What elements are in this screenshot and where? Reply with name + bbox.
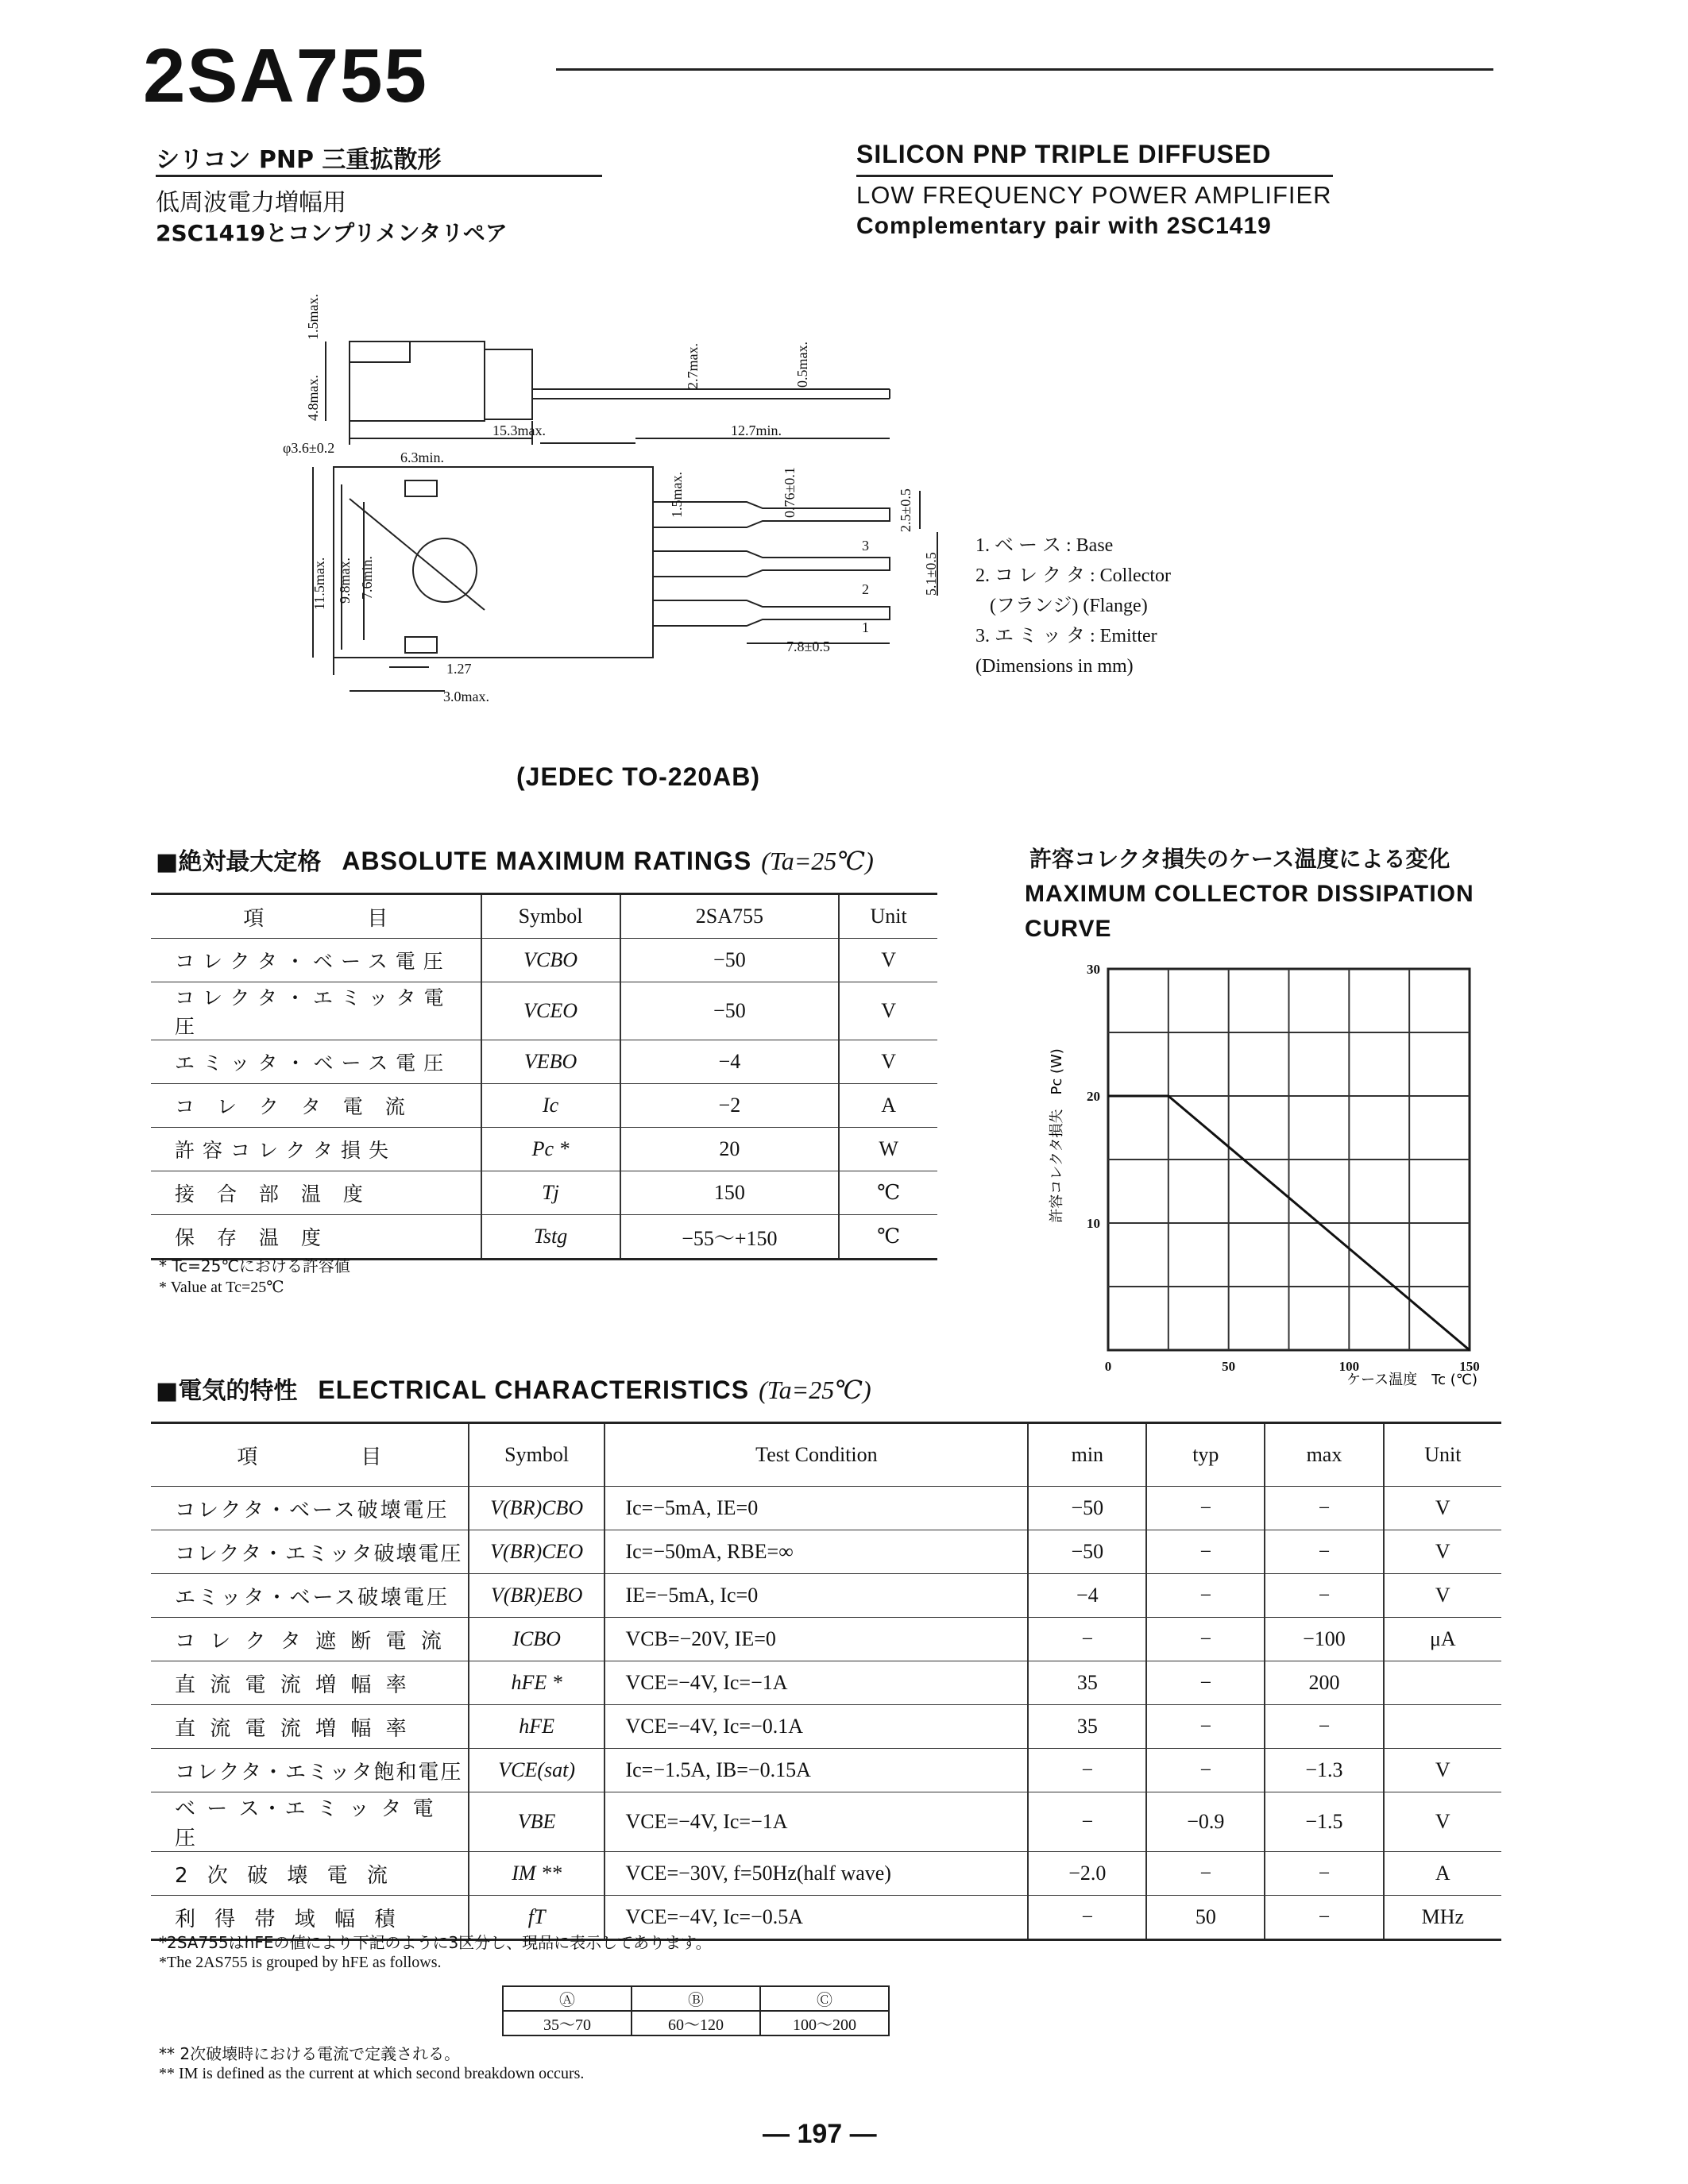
- jp-type: シリコン PNP 三重拡散形: [156, 146, 442, 174]
- page-number: — 197 —: [763, 2119, 877, 2149]
- symbol-cell: VCEO: [481, 982, 620, 1040]
- abs-max-table: [151, 893, 937, 1260]
- title-rule: [556, 68, 1493, 71]
- dim-14: 7.6min.: [359, 555, 375, 600]
- pin-3-legend: 3. エ ミ ッ タ : Emitter: [975, 626, 1157, 646]
- elec-header-item: 項 目: [151, 1423, 469, 1487]
- value-cell: −2: [620, 1084, 840, 1128]
- typ-cell: −: [1146, 1618, 1265, 1661]
- min-cell: −50: [1028, 1487, 1146, 1530]
- typ-cell: −: [1146, 1661, 1265, 1705]
- chart-title-en: MAXIMUM COLLECTOR DISSIPATION CURVE: [1025, 881, 1474, 942]
- typ-cell: −: [1146, 1574, 1265, 1618]
- hfe-group-table: [502, 1985, 890, 2036]
- package-drawing: [283, 294, 985, 723]
- jp-pair: 2SC1419とコンプリメンタリペア: [156, 220, 508, 246]
- symbol-cell: Tstg: [481, 1215, 620, 1260]
- table-row: [151, 1487, 1501, 1530]
- condition-cell: IE=−5mA, Ic=0: [605, 1574, 1028, 1618]
- jp-app: 低周波電力増幅用: [156, 189, 346, 217]
- dim-16: 7.8±0.5: [786, 639, 830, 654]
- chart-y-tick: 30: [1087, 962, 1100, 977]
- pin-2-legend: 2. コ レ ク タ : Collector: [975, 565, 1171, 586]
- table-row: [151, 1171, 937, 1215]
- symbol-cell: hFE: [469, 1705, 605, 1749]
- item-cell: 直 流 電 流 増 幅 率: [151, 1705, 469, 1749]
- symbol-cell: VCBO: [481, 939, 620, 982]
- group-b-label: Ⓑ: [632, 1986, 760, 2011]
- max-cell: −100: [1265, 1618, 1383, 1661]
- elec-table: [151, 1422, 1501, 1941]
- symbol-cell: Pc *: [481, 1128, 620, 1171]
- elec-header-condition: Test Condition: [605, 1423, 1028, 1487]
- min-cell: 35: [1028, 1705, 1146, 1749]
- table-row: [151, 1040, 937, 1084]
- condition-cell: VCE=−4V, Ic=−0.5A: [605, 1896, 1028, 1940]
- item-cell: エミッタ・ベース破壊電圧: [151, 1574, 469, 1618]
- symbol-cell: V(BR)EBO: [469, 1574, 605, 1618]
- pin-legend: [975, 531, 1171, 681]
- elec-header-typ: typ: [1146, 1423, 1265, 1487]
- item-cell: 直 流 電 流 増 幅 率: [151, 1661, 469, 1705]
- dim-5: 15.3max.: [492, 423, 546, 438]
- value-cell: 20: [620, 1128, 840, 1171]
- dimensions-note: (Dimensions in mm): [975, 656, 1134, 677]
- elec-title: [156, 1371, 871, 1406]
- item-cell: コレクタ・エミッタ電圧: [151, 982, 481, 1040]
- elec-header-symbol: Symbol: [469, 1423, 605, 1487]
- abs-max-header-item: 項 目: [151, 894, 481, 939]
- chart-grid: [1108, 969, 1470, 1350]
- item-cell: コレクタ・ベース破壊電圧: [151, 1487, 469, 1530]
- unit-cell: ℃: [839, 1171, 937, 1215]
- item-cell: 2 次 破 壊 電 流: [151, 1852, 469, 1896]
- unit-cell: [1384, 1661, 1501, 1705]
- abs-max-title-en: ABSOLUTE MAXIMUM RATINGS: [342, 847, 752, 875]
- hfe-group-label-row: [503, 1986, 889, 2011]
- min-cell: −: [1028, 1896, 1146, 1940]
- pin-2-flange-legend: (フランジ) (Flange): [990, 596, 1148, 616]
- dim-2: 4.8max.: [305, 375, 321, 421]
- dim-8: 6.3min.: [400, 450, 445, 465]
- en-app: LOW FREQUENCY POWER AMPLIFIER: [856, 181, 1332, 209]
- elec-header-unit: Unit: [1384, 1423, 1501, 1487]
- unit-cell: V: [1384, 1574, 1501, 1618]
- elec-title-cond: (Ta=25℃): [759, 1376, 871, 1404]
- item-cell: コ レ ク タ 遮 断 電 流: [151, 1618, 469, 1661]
- abs-max-header-value: 2SA755: [620, 894, 840, 939]
- typ-cell: 50: [1146, 1896, 1265, 1940]
- chart-y-label: 許容コレクタ損失 Pc (W): [1049, 1048, 1065, 1223]
- pin-label-3: 3: [862, 538, 869, 554]
- elec-header-max: max: [1265, 1423, 1383, 1487]
- unit-cell: V: [1384, 1792, 1501, 1852]
- en-type-rule: [856, 175, 1333, 177]
- item-cell: 接 合 部 温 度: [151, 1171, 481, 1215]
- typ-cell: −: [1146, 1852, 1265, 1896]
- item-cell: ベ ー ス・エ ミ ッ タ 電 圧: [151, 1792, 469, 1852]
- value-cell: −50: [620, 939, 840, 982]
- elec-title-jp: ■電気的特性: [156, 1377, 298, 1405]
- group-c-range: 100〜200: [760, 2011, 889, 2035]
- unit-cell: A: [839, 1084, 937, 1128]
- item-cell: コ レ ク タ 電 流: [151, 1084, 481, 1128]
- dim-11: 2.5±0.5: [898, 488, 914, 532]
- pin-label-1: 1: [862, 619, 869, 635]
- dim-15: 5.1±0.5: [923, 552, 939, 596]
- hfe-group-range-row: [503, 2011, 889, 2035]
- item-cell: 利 得 帯 域 幅 積: [151, 1896, 469, 1940]
- min-cell: 35: [1028, 1661, 1146, 1705]
- table-row: [151, 1705, 1501, 1749]
- abs-max-title-jp: ■絶対最大定格: [156, 848, 322, 876]
- unit-cell: V: [839, 1040, 937, 1084]
- table-row: [151, 1852, 1501, 1896]
- unit-cell: V: [839, 982, 937, 1040]
- max-cell: −1.3: [1265, 1749, 1383, 1792]
- table-row: [151, 1084, 937, 1128]
- dim-10: 0.76±0.1: [782, 467, 798, 518]
- dim-18: 3.0max.: [443, 689, 489, 704]
- item-cell: コレクタ・ベース電圧: [151, 939, 481, 982]
- condition-cell: Ic=−5mA, IE=0: [605, 1487, 1028, 1530]
- dim-1: 1.5max.: [305, 294, 321, 340]
- dim-9: 1.5max.: [669, 472, 685, 518]
- chart-ticks: [1087, 962, 1480, 1374]
- typ-cell: −0.9: [1146, 1792, 1265, 1852]
- jp-type-rule: [156, 175, 602, 177]
- table-row: [151, 1530, 1501, 1574]
- table-row: [151, 1574, 1501, 1618]
- unit-cell: μA: [1384, 1618, 1501, 1661]
- item-cell: 許容コレクタ損失: [151, 1128, 481, 1171]
- side-tab: [350, 341, 410, 362]
- typ-cell: −: [1146, 1749, 1265, 1792]
- symbol-cell: V(BR)CEO: [469, 1530, 605, 1574]
- abs-max-header-symbol: Symbol: [481, 894, 620, 939]
- item-cell: 保 存 温 度: [151, 1215, 481, 1260]
- elec-header-row: [151, 1423, 1501, 1487]
- typ-cell: −: [1146, 1705, 1265, 1749]
- symbol-cell: hFE *: [469, 1661, 605, 1705]
- chart-y-tick: 20: [1087, 1089, 1100, 1104]
- elec-note1-en: *The 2AS755 is grouped by hFE as follows.: [159, 1954, 442, 1971]
- value-cell: −4: [620, 1040, 840, 1084]
- min-cell: −4: [1028, 1574, 1146, 1618]
- part-number-title: 2SA755: [143, 33, 428, 118]
- table-row: [151, 1661, 1501, 1705]
- group-b-range: 60〜120: [632, 2011, 760, 2035]
- max-cell: −: [1265, 1896, 1383, 1940]
- max-cell: −: [1265, 1852, 1383, 1896]
- value-cell: −50: [620, 982, 840, 1040]
- dim-3: 2.7max.: [685, 343, 701, 389]
- dissipation-chart: [1025, 953, 1501, 1398]
- min-cell: −: [1028, 1792, 1146, 1852]
- elec-note1-jp: *2SA755はhFEの値により下記のように3区分し、現品に表示してあります。: [159, 1933, 712, 1952]
- max-cell: −: [1265, 1530, 1383, 1574]
- condition-cell: VCE=−4V, Ic=−1A: [605, 1661, 1028, 1705]
- condition-cell: Ic=−1.5A, IB=−0.15A: [605, 1749, 1028, 1792]
- symbol-cell: VBE: [469, 1792, 605, 1852]
- symbol-cell: VCE(sat): [469, 1749, 605, 1792]
- unit-cell: [1384, 1705, 1501, 1749]
- dim-12: 11.5max.: [311, 557, 327, 610]
- group-a-range: 35〜70: [503, 2011, 632, 2035]
- table-row: [151, 1749, 1501, 1792]
- abs-max-note-en: * Value at Tc=25℃: [159, 1279, 284, 1296]
- unit-cell: V: [1384, 1487, 1501, 1530]
- en-type: SILICON PNP TRIPLE DIFFUSED: [856, 140, 1272, 168]
- symbol-cell: Ic: [481, 1084, 620, 1128]
- min-cell: −: [1028, 1618, 1146, 1661]
- group-a-label: Ⓐ: [503, 1986, 632, 2011]
- symbol-cell: fT: [469, 1896, 605, 1940]
- unit-cell: V: [839, 939, 937, 982]
- chart-x-tick: 150: [1459, 1359, 1480, 1374]
- dim-13: 9.8max.: [337, 558, 353, 604]
- abs-max-header-row: [151, 894, 937, 939]
- typ-cell: −: [1146, 1487, 1265, 1530]
- dim-7: φ3.6±0.2: [283, 440, 335, 456]
- symbol-cell: IM **: [469, 1852, 605, 1896]
- item-cell: コレクタ・エミッタ破壊電圧: [151, 1530, 469, 1574]
- max-cell: −1.5: [1265, 1792, 1383, 1852]
- value-cell: 150: [620, 1171, 840, 1215]
- group-c-label: Ⓒ: [760, 1986, 889, 2011]
- chart-title-jp: 許容コレクタ損失のケース温度による変化: [1029, 846, 1450, 872]
- condition-cell: VCE=−4V, Ic=−0.1A: [605, 1705, 1028, 1749]
- symbol-cell: VEBO: [481, 1040, 620, 1084]
- max-cell: 200: [1265, 1661, 1383, 1705]
- min-cell: −50: [1028, 1530, 1146, 1574]
- item-cell: エミッタ・ベース電圧: [151, 1040, 481, 1084]
- symbol-cell: V(BR)CBO: [469, 1487, 605, 1530]
- table-row: [151, 1618, 1501, 1661]
- elec-note2-en: ** IM is defined as the current at which second breakdown occurs.: [159, 2065, 585, 2082]
- abs-max-title-cond: (Ta=25℃): [761, 847, 874, 875]
- elec-header-min: min: [1028, 1423, 1146, 1487]
- chart-x-label: ケース温度 Tc (℃): [1346, 1372, 1477, 1388]
- abs-max-note-jp: * Tc=25℃における許容値: [159, 1256, 350, 1275]
- dim-17: 1.27: [446, 661, 472, 677]
- typ-cell: −: [1146, 1530, 1265, 1574]
- chart-x-tick: 50: [1222, 1359, 1236, 1374]
- unit-cell: A: [1384, 1852, 1501, 1896]
- chart-x-tick: 100: [1338, 1359, 1360, 1374]
- symbol-cell: ICBO: [469, 1618, 605, 1661]
- elec-title-en: ELECTRICAL CHARACTERISTICS: [318, 1376, 750, 1404]
- condition-cell: VCB=−20V, IE=0: [605, 1618, 1028, 1661]
- condition-cell: VCE=−4V, Ic=−1A: [605, 1792, 1028, 1852]
- symbol-cell: Tj: [481, 1171, 620, 1215]
- abs-max-header-unit: Unit: [839, 894, 937, 939]
- unit-cell: MHz: [1384, 1896, 1501, 1940]
- condition-cell: Ic=−50mA, RBE=∞: [605, 1530, 1028, 1574]
- pin-label-2: 2: [862, 581, 869, 597]
- unit-cell: V: [1384, 1749, 1501, 1792]
- value-cell: −55〜+150: [620, 1215, 840, 1260]
- dim-4: 0.5max.: [794, 341, 810, 388]
- table-row: [151, 1792, 1501, 1852]
- table-row: [151, 1128, 937, 1171]
- table-row: [151, 939, 937, 982]
- max-cell: −: [1265, 1574, 1383, 1618]
- unit-cell: W: [839, 1128, 937, 1171]
- pin-1-legend: 1. ベ ー ス : Base: [975, 535, 1114, 556]
- condition-cell: VCE=−30V, f=50Hz(half wave): [605, 1852, 1028, 1896]
- min-cell: −2.0: [1028, 1852, 1146, 1896]
- abs-max-title: [156, 842, 874, 877]
- table-row: [151, 982, 937, 1040]
- unit-cell: ℃: [839, 1215, 937, 1260]
- min-cell: −: [1028, 1749, 1146, 1792]
- dim-6: 12.7min.: [731, 423, 782, 438]
- chart-y-tick: 10: [1087, 1216, 1100, 1231]
- chart-x-tick: 0: [1104, 1359, 1112, 1374]
- unit-cell: V: [1384, 1530, 1501, 1574]
- en-pair: Complementary pair with 2SC1419: [856, 213, 1272, 239]
- elec-note2-jp: ** 2次破壊時における電流で定義される。: [159, 2044, 461, 2063]
- package-name: (JEDEC TO-220AB): [516, 762, 761, 791]
- max-cell: −: [1265, 1487, 1383, 1530]
- item-cell: コレクタ・エミッタ飽和電圧: [151, 1749, 469, 1792]
- max-cell: −: [1265, 1705, 1383, 1749]
